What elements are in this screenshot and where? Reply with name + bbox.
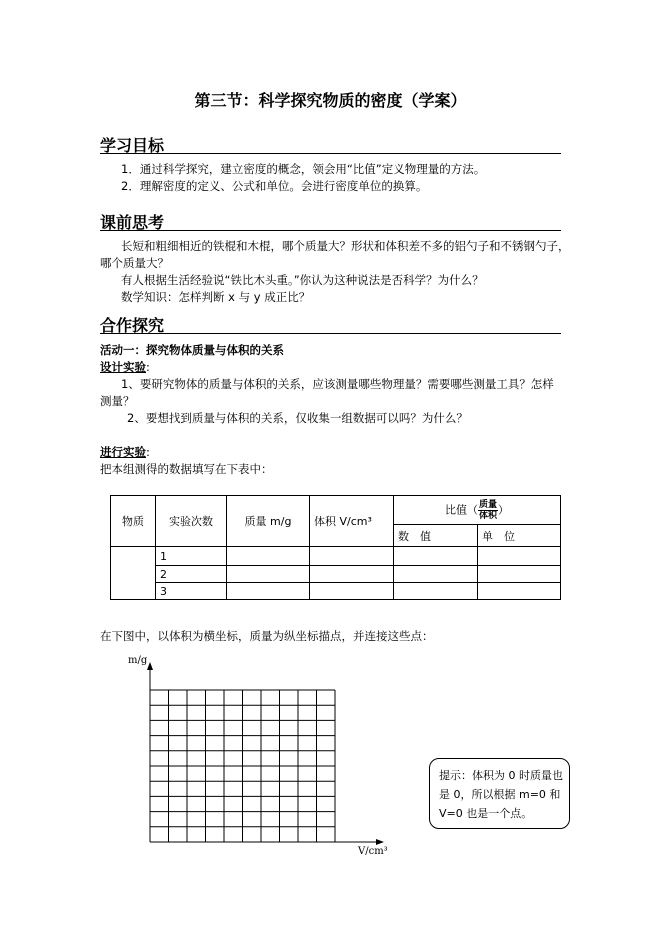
ratio-value-cell[interactable] — [394, 583, 478, 600]
hint-box: 提示：体积为 0 时质量也是 0，所以根据 m=0 和 V=0 也是一个点。 — [429, 758, 570, 829]
goal-item-2: 2．理解密度的定义、公式和单位。会进行密度单位的换算。 — [121, 179, 428, 193]
ratio-unit-cell[interactable] — [478, 547, 561, 566]
preview-line-3: 有人根据生活经验说“铁比木头重。”你认为这种说法是否科学？为什么？ — [121, 273, 484, 287]
mass-cell[interactable] — [227, 566, 310, 583]
ratio-unit-cell[interactable] — [478, 583, 561, 600]
goals-divider — [100, 153, 561, 154]
header-trial: 实验次数 — [156, 496, 227, 547]
design-colon: : — [146, 360, 150, 374]
trial-number: 2 — [156, 566, 227, 583]
ratio-numerator: 质量 — [478, 499, 497, 510]
grid-lines — [150, 690, 335, 842]
ratio-unit-cell[interactable] — [478, 566, 561, 583]
graph-grid[interactable] — [140, 660, 390, 850]
ratio-label: 比值（ — [444, 503, 478, 516]
conduct-text: 把本组测得的数据填写在下表中： — [100, 462, 273, 476]
explore-divider — [100, 333, 561, 334]
preview-line-2: 哪个质量大？ — [100, 256, 169, 270]
conduct-label: 进行实验 — [100, 445, 146, 459]
x-axis-label: V/cm³ — [358, 846, 388, 857]
explore-heading: 合作探究 — [100, 316, 165, 335]
preview-line-4: 数学知识：怎样判断 x 与 y 成正比？ — [121, 290, 311, 304]
design-question-2: 2、要想找到质量与体积的关系，仅收集一组数据可以吗？为什么？ — [127, 411, 468, 425]
mass-cell[interactable] — [227, 547, 310, 566]
header-mass: 质量 m/g — [227, 496, 310, 547]
design-label-row — [100, 359, 150, 375]
graph-instruction: 在下图中，以体积为横坐标，质量为纵坐标描点，并连接这些点： — [100, 629, 434, 643]
x-axis-arrow — [376, 839, 384, 845]
ratio-fraction — [478, 500, 498, 521]
design-question-1-line-2: 测量？ — [100, 394, 135, 408]
data-table — [110, 495, 561, 600]
trial-number: 3 — [156, 583, 227, 600]
preview-heading: 课前思考 — [100, 213, 165, 232]
page-title: 第三节：科学探究物质的密度（学案） — [194, 91, 467, 110]
header-ratio-unit: 单 位 — [478, 525, 561, 547]
ratio-value-cell[interactable] — [394, 566, 478, 583]
goals-heading: 学习目标 — [100, 136, 165, 155]
volume-cell[interactable] — [310, 566, 394, 583]
header-ratio — [394, 496, 561, 525]
ratio-label-close: ） — [498, 503, 509, 516]
y-axis-label: m/g — [128, 655, 148, 666]
mass-cell[interactable] — [227, 583, 310, 600]
trial-number: 1 — [156, 547, 227, 566]
ratio-denominator: 体积 — [478, 510, 497, 521]
header-volume: 体积 V/cm³ — [310, 496, 394, 547]
preview-divider — [100, 230, 561, 231]
conduct-colon: : — [146, 445, 150, 459]
design-label: 设计实验 — [100, 360, 146, 374]
conduct-label-row — [100, 444, 150, 460]
header-substance: 物质 — [111, 496, 156, 547]
design-question-1-line-1: 1、要研究物体的质量与体积的关系，应该测量哪些物理量？需要哪些测量工具？怎样 — [121, 377, 554, 391]
y-axis-arrow — [147, 662, 153, 670]
ratio-value-cell[interactable] — [394, 547, 478, 566]
substance-cell[interactable] — [111, 547, 156, 600]
header-ratio-value: 数 值 — [394, 525, 478, 547]
volume-cell[interactable] — [310, 547, 394, 566]
activity-title: 活动一：探究物体质量与体积的关系 — [100, 343, 284, 357]
goal-item-1: 1．通过科学探究，建立密度的概念，领会用“比值”定义物理量的方法。 — [121, 162, 486, 176]
volume-cell[interactable] — [310, 583, 394, 600]
preview-line-1: 长短和粗细相近的铁棍和木棍，哪个质量大？形状和体积差不多的铝勺子和不锈钢勺子， — [121, 239, 570, 253]
